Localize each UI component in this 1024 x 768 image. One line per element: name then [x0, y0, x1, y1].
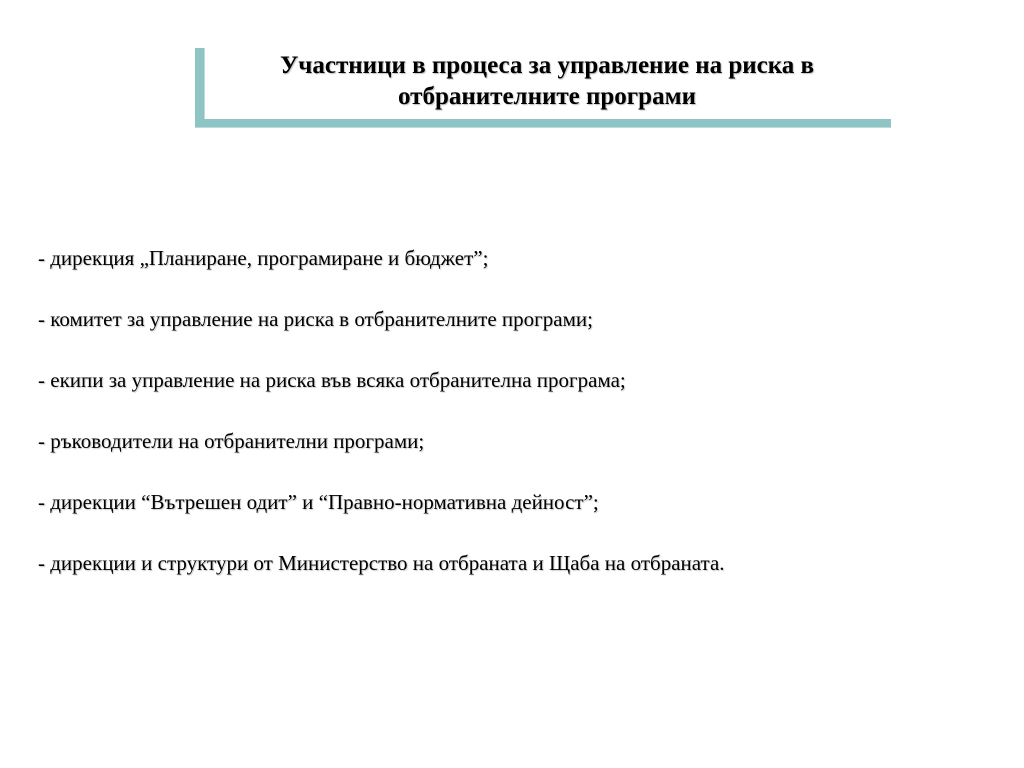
- participants-list: [38, 243, 998, 609]
- title-accent-vertical-bar: [195, 48, 204, 128]
- list-item-ministry-structures: - дирекции и структури от Министерство на отбраната и Щаба на отбраната.: [38, 551, 725, 575]
- list-item-risk-teams: - екипи за управление на риска във всяка отбранителна програма;: [38, 368, 626, 392]
- list-item-planning-directorate: - дирекция „Планиране, програмиране и бюджет”;: [38, 246, 489, 270]
- slide-title: Участници в процеса за управление на риска в отбранителните програми: [279, 52, 815, 110]
- title-accent-horizontal-bar: [195, 119, 891, 127]
- list-item-audit-legal-directorates: - дирекции “Вътрешен одит” и “Правно-нормативна дейност”;: [38, 490, 599, 514]
- list-item-program-managers: - ръководители на отбранителни програми;: [38, 429, 425, 453]
- list-item-risk-committee: - комитет за управление на риска в отбранителните програми;: [38, 307, 593, 331]
